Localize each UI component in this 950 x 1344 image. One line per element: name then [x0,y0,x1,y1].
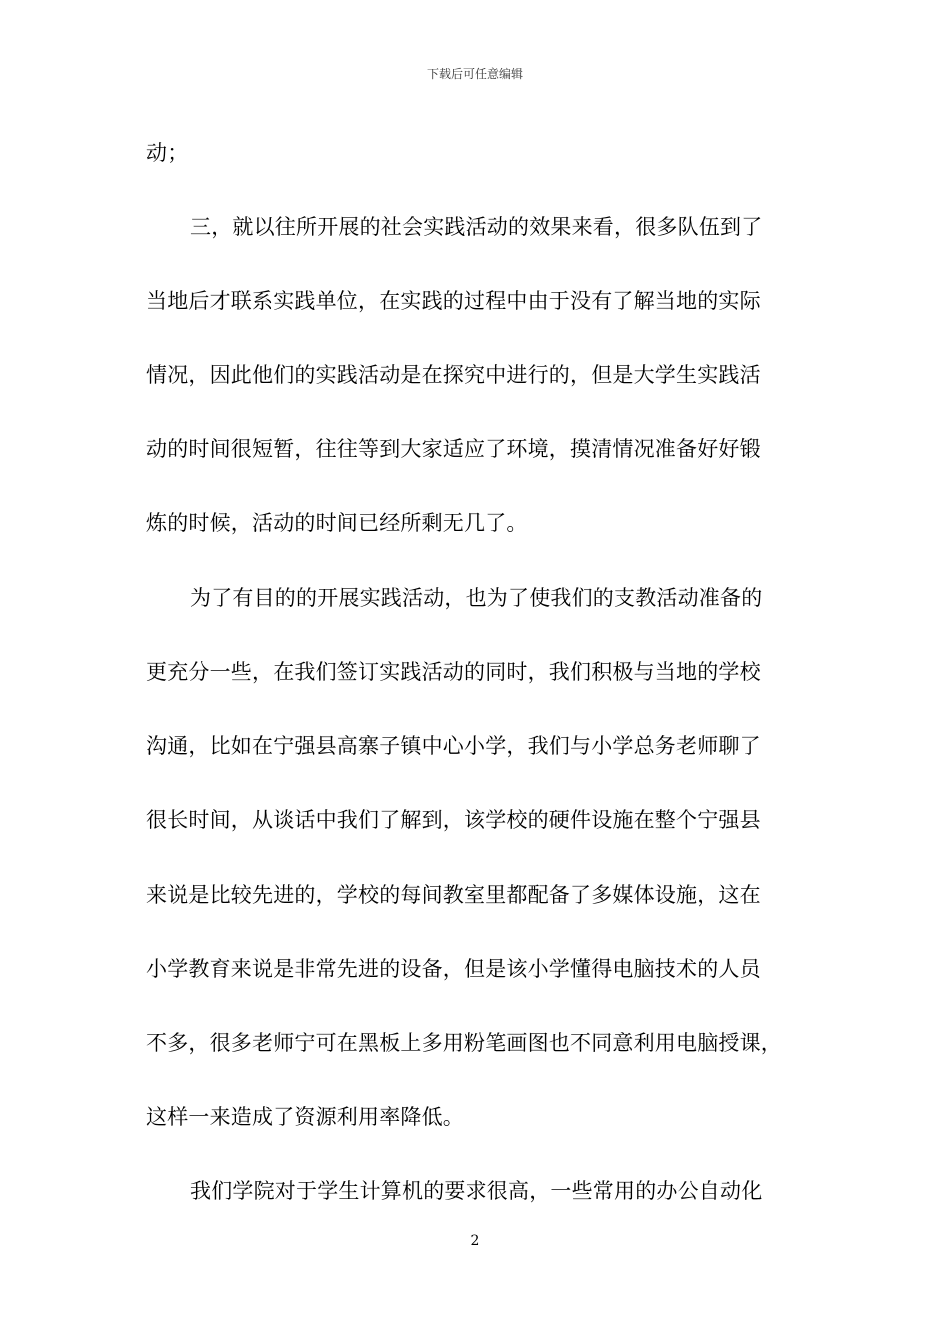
paragraph-first-line: 为了有目的的开展实践活动，也为了使我们的支教活动准备的 [190,586,763,610]
page-header: 下载后可任意编辑 [426,67,523,81]
text-line: 沟通，比如在宁强县高寨子镇中心小学，我们与小学总务老师聊了 [146,734,761,758]
text-line: 很长时间，从谈话中我们了解到，该学校的硬件设施在整个宁强县 [146,808,761,832]
text-line: 动； [146,141,189,165]
page-number: 2 [470,1233,480,1249]
text-line: 情况，因此他们的实践活动是在探究中进行的，但是大学生实践活 [146,363,761,387]
paragraph-first-line: 我们学院对于学生计算机的要求很高，一些常用的办公自动化 [190,1179,763,1203]
text-line: 来说是比较先进的，学校的每间教室里都配备了多媒体设施，这在 [146,883,761,907]
text-line: 更充分一些，在我们签订实践活动的同时，我们积极与当地的学校 [146,660,761,684]
text-line: 不多，很多老师宁可在黑板上多用粉笔画图也不同意利用电脑授课， [146,1031,782,1055]
text-line: 炼的时候，活动的时间已经所剩无几了。 [146,511,528,535]
text-line: 小学教育来说是非常先进的设备，但是该小学懂得电脑技术的人员 [146,957,761,981]
text-line: 动的时间很短暂，往往等到大家适应了环境，摸清情况准备好好锻 [146,437,761,461]
text-line: 当地后才联系实践单位，在实践的过程中由于没有了解当地的实际 [146,289,761,313]
paragraph-first-line: 三，就以往所开展的社会实践活动的效果来看，很多队伍到了 [190,215,763,239]
text-line: 这样一来造成了资源利用率降低。 [146,1105,464,1129]
